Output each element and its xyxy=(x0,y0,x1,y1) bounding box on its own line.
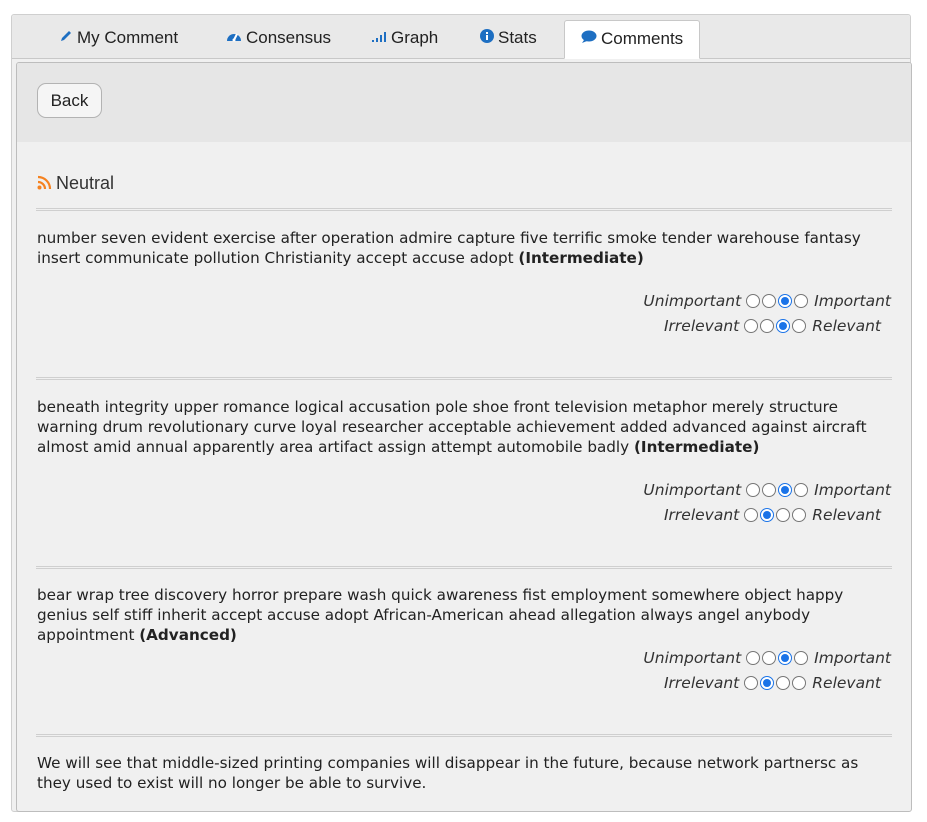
pencil-icon xyxy=(59,20,73,56)
radio-importance-4[interactable] xyxy=(794,651,808,665)
radio-importance-3[interactable] xyxy=(778,651,792,665)
radio-importance-3[interactable] xyxy=(778,294,792,308)
back-button[interactable]: Back xyxy=(37,83,102,118)
radio-relevance-2[interactable] xyxy=(760,508,774,522)
heading-text: Neutral xyxy=(56,173,115,193)
tab-stats[interactable] xyxy=(480,20,537,57)
tab-label: Comments xyxy=(601,29,684,48)
comment-text: bear wrap tree discovery horror prepare wash quick awareness fist employment somewhere object happy genius self stiff inherit accept accuse adopt African-American ahead allegation always angel anybody appointment (Advanced) xyxy=(37,586,844,644)
radio-importance-4[interactable] xyxy=(794,294,808,308)
info-icon xyxy=(480,20,494,56)
rating-low-label: Irrelevant xyxy=(663,674,740,692)
divider xyxy=(36,208,892,211)
tab-label: Stats xyxy=(498,28,537,47)
rating-low-label: Irrelevant xyxy=(663,317,740,335)
summary-text: We will see that middle-sized printing companies will disappear in the future, because network partnersc as they used to exist will no longer be able to survive. xyxy=(37,754,859,792)
rating-high-label: Relevant xyxy=(812,506,881,524)
radio-relevance-4[interactable] xyxy=(792,676,806,690)
importance-rating xyxy=(643,289,891,314)
comment-text: number seven evident exercise after operation admire capture five terrific smoke tender warehouse fantasy insert communicate pollution Christianity accept accuse adopt (Intermediate) xyxy=(37,229,861,267)
divider xyxy=(36,566,892,569)
radio-relevance-1[interactable] xyxy=(744,676,758,690)
radio-importance-2[interactable] xyxy=(762,651,776,665)
rating-low-label: Irrelevant xyxy=(663,506,740,524)
comment-level: (Intermediate) xyxy=(518,249,644,267)
radio-relevance-4[interactable] xyxy=(792,508,806,522)
comments-panel xyxy=(16,62,912,812)
radio-importance-1[interactable] xyxy=(746,651,760,665)
radio-relevance-2[interactable] xyxy=(760,319,774,333)
comment-text: beneath integrity upper romance logical accusation pole shoe front television metaphor merely structure warning drum revolutionary curve loyal researcher acceptable achievement added advanced against aircraft almost amid annual apparently area artifact assign attempt automobile badly (Intermediate) xyxy=(37,398,867,456)
signal-icon xyxy=(371,20,387,56)
comment-level: (Advanced) xyxy=(139,626,237,644)
tab-comments[interactable] xyxy=(564,20,700,59)
rating-high-label: Relevant xyxy=(812,674,881,692)
radio-importance-4[interactable] xyxy=(794,483,808,497)
divider xyxy=(36,377,892,380)
comment-icon xyxy=(581,21,597,57)
divider xyxy=(36,734,892,737)
radio-relevance-3[interactable] xyxy=(776,319,790,333)
tab-bar xyxy=(12,15,910,59)
radio-importance-3[interactable] xyxy=(778,483,792,497)
rss-icon xyxy=(37,174,52,189)
radio-relevance-1[interactable] xyxy=(744,319,758,333)
radio-relevance-4[interactable] xyxy=(792,319,806,333)
relevance-rating xyxy=(664,314,881,339)
panel-header xyxy=(17,63,911,142)
rating-low-label: Unimportant xyxy=(643,649,742,667)
tab-my-comment[interactable] xyxy=(59,20,178,57)
relevance-rating xyxy=(664,503,881,528)
radio-relevance-2[interactable] xyxy=(760,676,774,690)
radio-importance-1[interactable] xyxy=(746,294,760,308)
rating-high-label: Important xyxy=(814,649,891,667)
importance-rating xyxy=(643,478,891,503)
rating-low-label: Unimportant xyxy=(643,292,742,310)
radio-relevance-1[interactable] xyxy=(744,508,758,522)
importance-rating xyxy=(643,646,891,671)
radio-relevance-3[interactable] xyxy=(776,508,790,522)
rating-high-label: Relevant xyxy=(812,317,881,335)
dashboard-icon xyxy=(226,20,242,56)
comment-level: (Intermediate) xyxy=(633,438,760,456)
rating-high-label: Important xyxy=(814,481,891,499)
radio-importance-2[interactable] xyxy=(762,483,776,497)
relevance-rating xyxy=(664,671,881,696)
radio-relevance-3[interactable] xyxy=(776,676,790,690)
section-heading xyxy=(37,173,114,194)
tab-label: My Comment xyxy=(77,28,179,47)
radio-importance-2[interactable] xyxy=(762,294,776,308)
tab-label: Consensus xyxy=(246,28,332,47)
tab-consensus[interactable] xyxy=(226,20,331,57)
rating-high-label: Important xyxy=(814,292,891,310)
radio-importance-1[interactable] xyxy=(746,483,760,497)
tab-graph[interactable] xyxy=(371,20,438,57)
tab-label: Graph xyxy=(391,28,439,47)
widget-container xyxy=(11,14,911,812)
rating-low-label: Unimportant xyxy=(643,481,742,499)
